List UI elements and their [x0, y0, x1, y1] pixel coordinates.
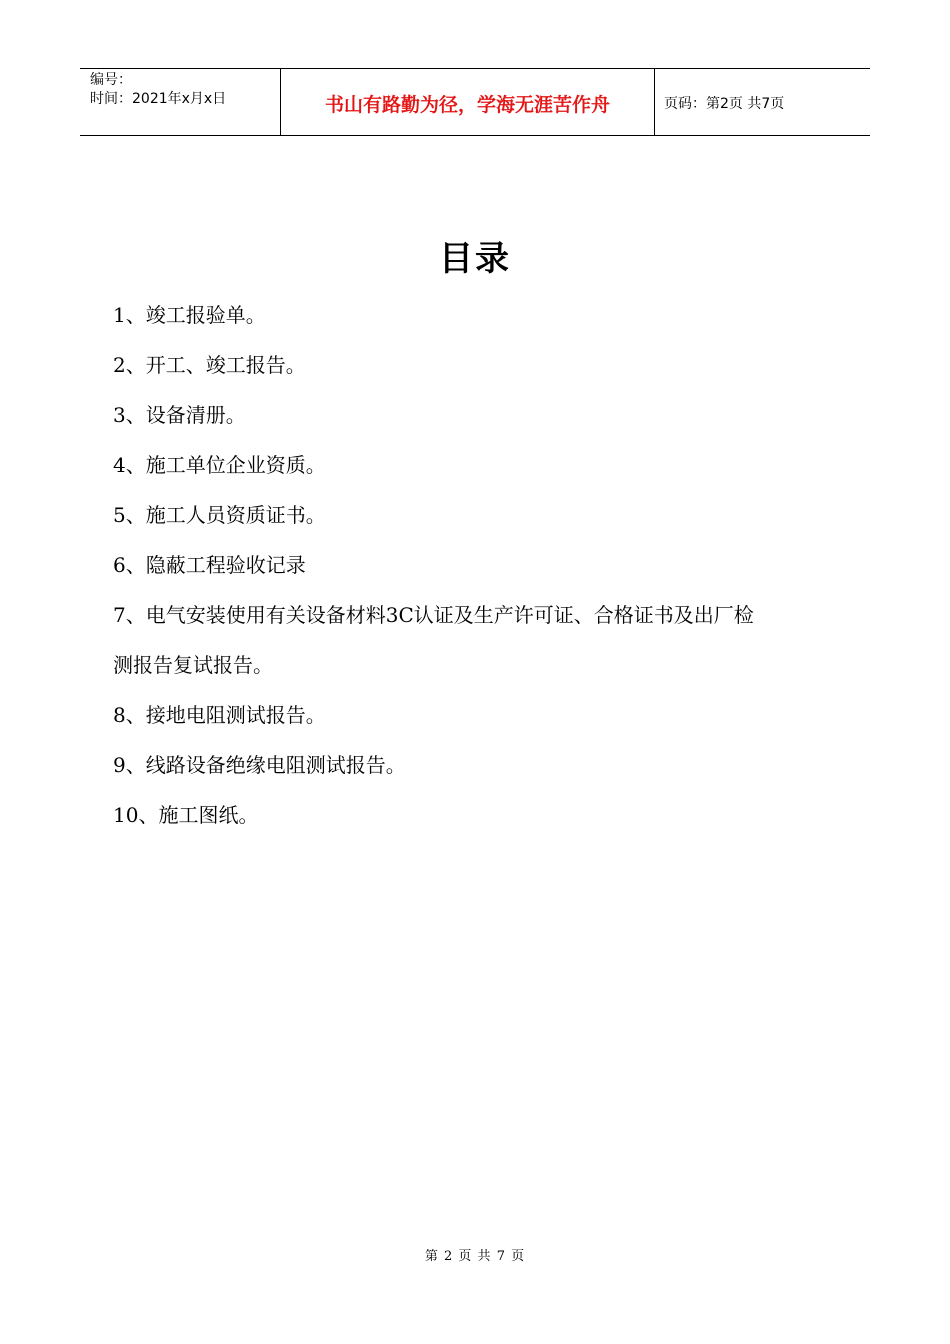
toc-item-continuation: 测报告复试报告。: [113, 653, 273, 677]
page-footer: [0, 1245, 950, 1264]
toc-item: 5、施工人员资质证书。: [113, 503, 326, 527]
page-header: [80, 68, 870, 136]
toc-item: 1、竣工报验单。: [113, 303, 266, 327]
table-of-contents: [113, 290, 843, 840]
header-motto: 书山有路勤为径，学海无涯苦作舟: [324, 93, 610, 116]
toc-item: 6、隐蔽工程验收记录: [113, 553, 306, 577]
toc-item: 7、电气安装使用有关设备材料3C认证及生产许可证、合格证书及出厂检: [113, 603, 754, 627]
toc-item: 9、线路设备绝缘电阻测试报告。: [113, 753, 406, 777]
toc-item: 10、施工图纸。: [113, 803, 259, 827]
header-number-label: 编号：: [90, 72, 132, 88]
header-page-cell: [655, 69, 870, 135]
toc-item: 3、设备清册。: [113, 403, 246, 427]
toc-item: 2、开工、竣工报告。: [113, 353, 306, 377]
header-motto-cell: [281, 69, 655, 135]
toc-item: 4、施工单位企业资质。: [113, 453, 326, 477]
header-meta-cell: [80, 69, 281, 135]
document-title: 目录: [439, 239, 511, 279]
toc-item: 8、接地电阻测试报告。: [113, 703, 326, 727]
footer-page-number: 第 2 页 共 7 页: [424, 1249, 526, 1264]
header-page-info: 页码：第2页 共7页: [664, 96, 785, 112]
header-time-label: 时间：2021年x月x日: [90, 91, 227, 107]
